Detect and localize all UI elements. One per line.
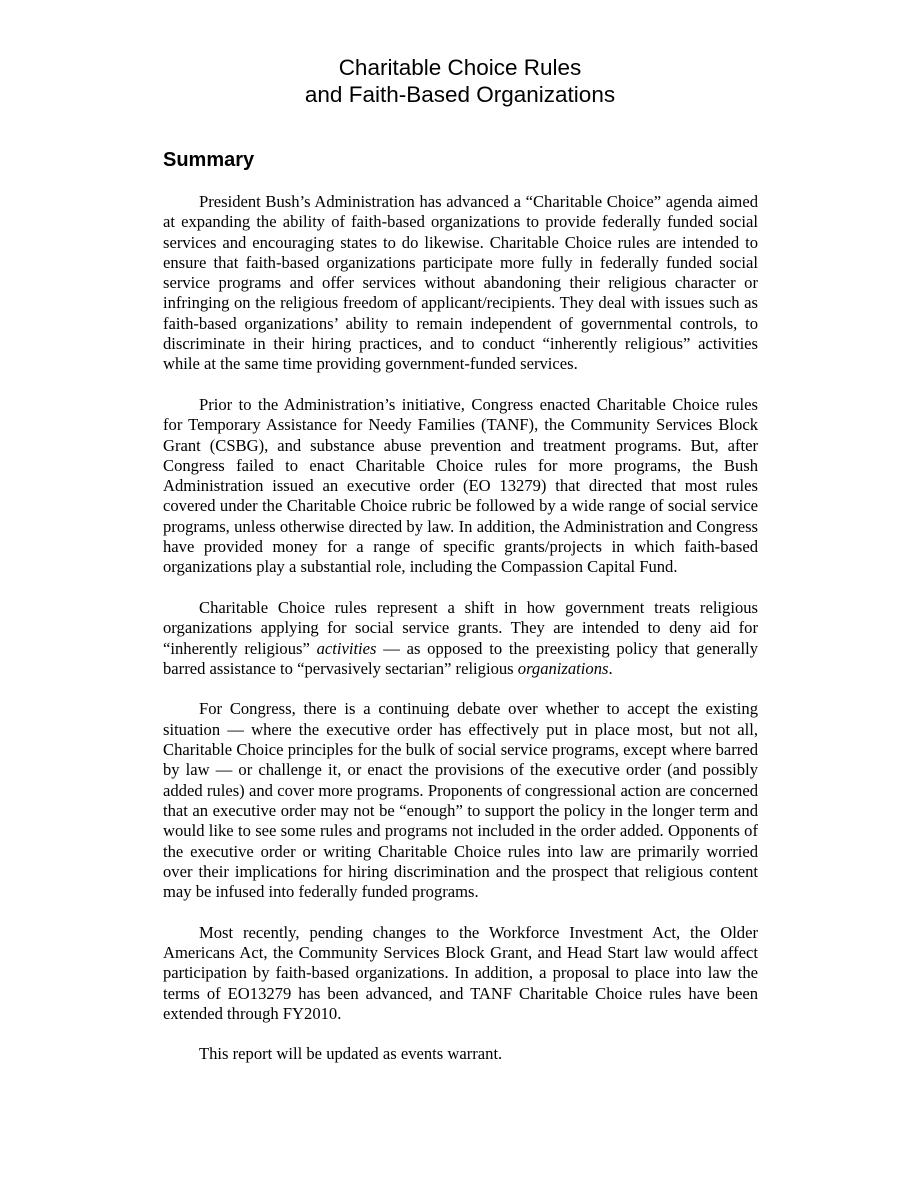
paragraph-2: Prior to the Administration’s initiative, Congress enacted Charitable Choice rules for Temporary Assistance for Needy Families (TANF), the Community Services Block Grant (CSBG), and substance abuse prevention and treatment programs. But, after Congress failed to enact Charitable Choice rules for more programs, the Bush Administration issued an executive order (EO 13279) that directed that most rules covered under the Charitable Choice rubric be followed by a wide range of social service programs, unless otherwise directed by law. In addition, the Administration and Congress have provided money for a range of specific grants/projects in which faith-based organizations play a substantial role, including the Compassion Capital Fund. bbox=[163, 394, 758, 577]
title-line-1: Charitable Choice Rules bbox=[338, 55, 582, 80]
paragraph-6: This report will be updated as events warrant. bbox=[199, 1044, 503, 1064]
summary-body bbox=[163, 192, 758, 1065]
paragraph-4: For Congress, there is a continuing debate over whether to accept the existing situation — where the executive order has effectively put in place most, but not all, Charitable Choice principles for the bulk of social service programs, except where barred by law — or challenge it, or enact the provisions of the executive order (and possibly added rules) and cover more programs. Proponents of congressional action are concerned that an executive order may not be “enough” to support the policy in the longer term and would like to see some rules and programs not included in the order added. Opponents of the executive order or writing Charitable Choice rules into law are primarily worried over their implications for hiring discrimination and the prospect that religious content may be infused into federally funded programs. bbox=[163, 699, 758, 902]
section-heading-summary: Summary bbox=[163, 149, 255, 171]
paragraph-3-text-a: Charitable Choice rules represent a shift in how government treats religious organizations applying for social service grants. They are intended to deny aid for “inherently religious” bbox=[163, 597, 758, 658]
paragraph-1: President Bush’s Administration has advanced a “Charitable Choice” agenda aimed at expanding the ability of faith-based organizations to provide federally funded social services and encouraging states to do likewise. Charitable Choice rules are intended to ensure that faith-based organizations participate more fully in federally funded social service programs and offer services without abandoning their religious character or infringing on the religious freedom of applicant/recipients. They deal with issues such as faith-based organizations’ ability to remain independent of governmental controls, to discriminate in their hiring practices, and to conduct “inherently religious” activities while at the same time providing government-funded services. bbox=[163, 192, 758, 374]
paragraph-3-emphasis-organizations: organizations bbox=[517, 658, 609, 678]
paragraph-3 bbox=[163, 598, 758, 679]
paragraph-3-text-c: . bbox=[608, 658, 613, 678]
title-line-2: and Faith-Based Organizations bbox=[304, 82, 616, 107]
paragraph-5: Most recently, pending changes to the Workforce Investment Act, the Older Americans Act, the Community Services Block Grant, and Head Start law would affect participation by faith-based organizations. In addition, a proposal to place into law the terms of EO13279 has been advanced, and TANF Charitable Choice rules have been extended through FY2010. bbox=[163, 922, 758, 1023]
paragraph-3-text-b: — as opposed to the preexisting policy that generally barred assistance to “pervasively sectarian” religious bbox=[163, 638, 759, 678]
paragraph-3-emphasis-activities: activities bbox=[316, 638, 377, 658]
document-title bbox=[0, 54, 920, 108]
